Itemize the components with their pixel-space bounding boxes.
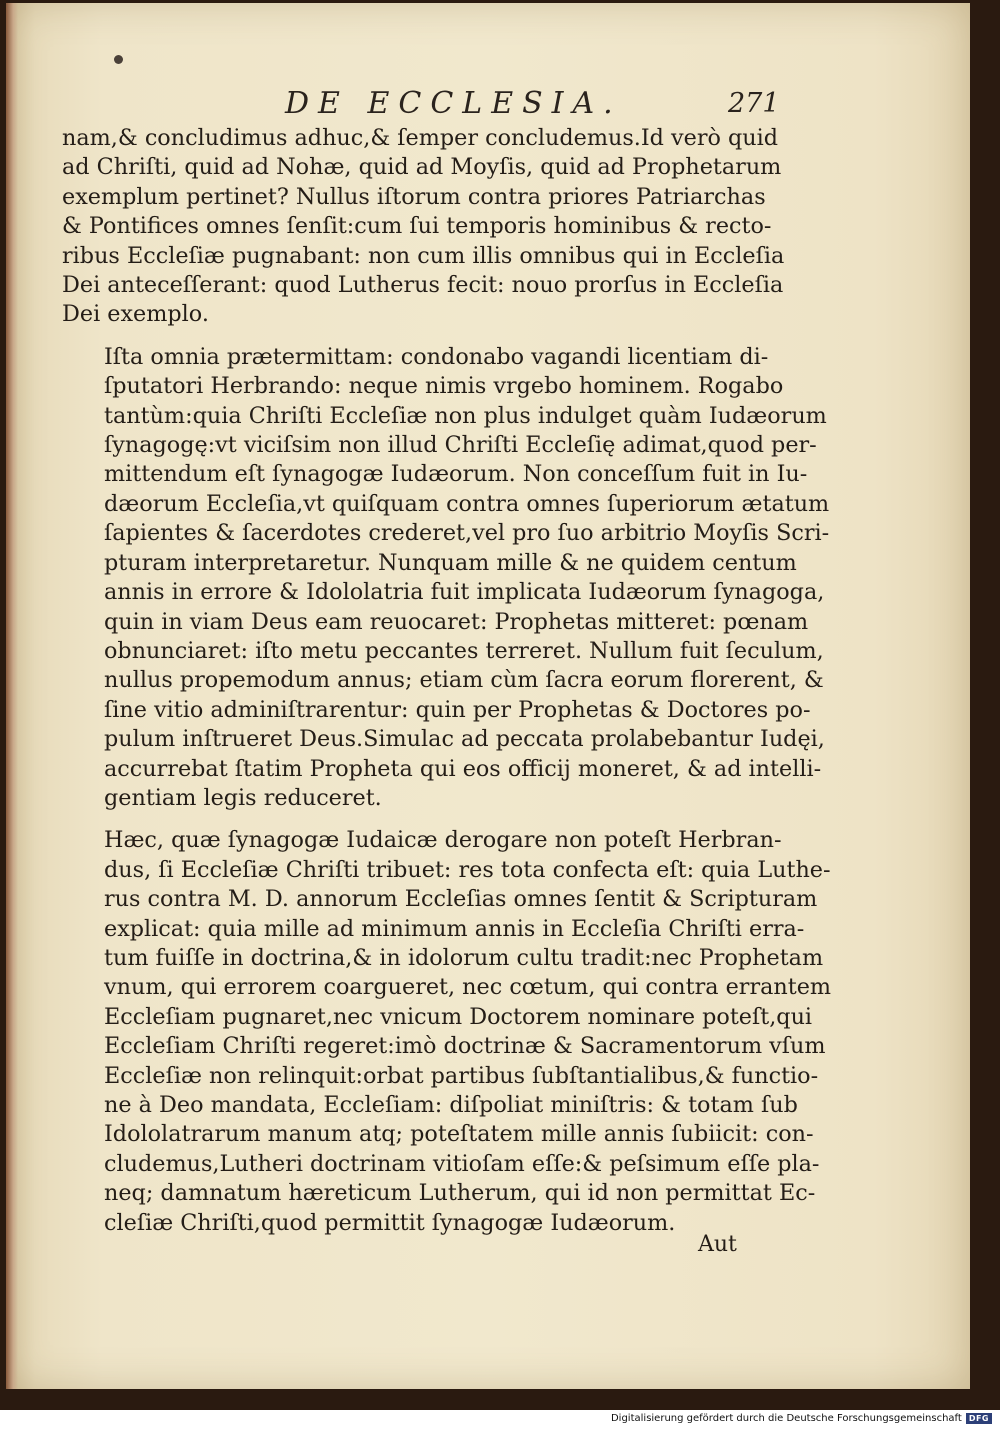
text-line: ſputatori Herbrando: neque nimis vrgebo hominem. Rogabo (104, 373, 784, 400)
page-number: 271 (728, 88, 780, 119)
text-line: Hæc, quæ ſynagogæ Iudaicæ derogare non poteſt Herbran- (104, 827, 782, 854)
text-line: obnunciaret: iſto metu peccantes terreret. Nullum fuit ſeculum, (104, 637, 824, 664)
text-line: Iſta omnia prætermittam: condonabo vagandi licentiam di- (104, 343, 769, 370)
text-line: cludemus,Lutheri doctrinam vitioſam eſſe:& peſsimum eſſe pla- (104, 1150, 820, 1177)
body-text (62, 124, 832, 1251)
text-line: dæorum Eccleſia,vt quiſquam contra omnes ſuperiorum ætatum (104, 490, 830, 517)
text-line: ad Chriſti, quid ad Nohæ, quid ad Moyſis, quid ad Prophetarum (62, 154, 782, 181)
text-line: pturam interpretaretur. Nunquam mille & ne quidem centum (104, 549, 797, 576)
text-line: ribus Eccleſiæ pugnabant: non cum illis omnibus qui in Eccleſia (62, 242, 785, 269)
text-line: nullus propemodum annus; etiam cùm ſacra eorum florerent, & (104, 667, 824, 694)
text-line: ſine vitio adminiſtrarentur: quin per Prophetas & Doctores po- (104, 696, 811, 723)
text-line: mittendum eſt ſynagogæ Iudæorum. Non conceſſum fuit in Iu- (104, 461, 808, 488)
text-line: ſapientes & ſacerdotes crederet,vel pro ſuo arbitrio Moyſis Scri- (104, 520, 830, 547)
text-line: cleſiæ Chriſti,quod permittit ſynagogæ Iudæorum. (104, 1209, 676, 1236)
catchword: Aut (698, 1232, 737, 1257)
paragraph-3 (62, 826, 832, 1238)
text-line: dus, ſi Eccleſiæ Chriſti tribuet: res tota confecta eſt: quia Luthe- (104, 856, 831, 883)
text-line: tantùm:quia Chriſti Eccleſiæ non plus indulget quàm Iudæorum (104, 402, 827, 429)
paragraph-1 (62, 124, 785, 330)
text-line: explicat: quia mille ad minimum annis in Eccleſia Chriſti erra- (104, 915, 805, 942)
text-line: ne à Deo mandata, Eccleſiam: diſpoliat miniſtris: & totam ſub (104, 1092, 798, 1118)
text-line: accurrebat ſtatim Propheta qui eos officij moneret, & ad intelli- (104, 755, 822, 782)
text-line: Dei anteceſſerant: quod Lutherus fecit: nouo prorſus in Eccleſia (62, 272, 784, 299)
text-line: annis in errore & Idololatria fuit implicata Iudæorum ſynagoga, (104, 579, 825, 606)
text-line: rus contra M. D. annorum Eccleſias omnes ſentit & Scripturam (104, 886, 818, 913)
text-line: pulum inſtrueret Deus.Simulac ad peccata prolabebantur Iudęi, (104, 726, 825, 753)
running-title: DE ECCLESIA. (285, 86, 622, 121)
ink-spot (114, 55, 123, 64)
text-line: Dei exemplo. (62, 301, 209, 328)
text-line: nam,& concludimus adhuc,& ſemper concludemus.Id verò quid (62, 125, 779, 151)
page-edge (6, 3, 18, 1389)
paragraph-2 (62, 343, 830, 814)
text-line: Idololatrarum manum atq; poteſtatem mille annis ſubiicit: con- (104, 1121, 814, 1148)
digitization-credit (611, 1413, 992, 1424)
text-line: Eccleſiam Chriſti regeret:imò doctrinæ & Sacramentorum vſum (104, 1033, 826, 1060)
text-line: quin in viam Deus eam reuocaret: Prophetas mitteret: pœnam (104, 608, 809, 635)
text-line: exemplum pertinet? Nullus iſtorum contra priores Patriarchas (62, 183, 766, 210)
text-line: gentiam legis reduceret. (104, 784, 382, 811)
text-line: neq; damnatum hæreticum Lutherum, qui id non permittat Ec- (104, 1180, 816, 1207)
text-line: & Pontifices omnes ſenſit:cum ſui temporis hominibus & recto- (62, 213, 772, 240)
text-line: Eccleſiæ non relinquit:orbat partibus ſubſtantialibus,& functio- (104, 1062, 819, 1089)
text-line: vnum, qui errorem coargueret, nec cœtum, qui contra errantem (104, 974, 832, 1001)
dfg-logo-icon: DFG (966, 1413, 992, 1424)
credit-text: Digitalisierung gefördert durch die Deutsche Forschungsgemeinschaft (610, 1413, 962, 1424)
text-line: ſynagogę:vt viciſsim non illud Chriſti Eccleſię adimat,quod per- (104, 432, 817, 459)
text-line: tum fuiſſe in doctrina,& in idolorum cultu tradit:nec Prophetam (104, 944, 824, 971)
text-line: Eccleſiam pugnaret,nec vnicum Doctorem nominare poteſt,qui (104, 1003, 813, 1030)
